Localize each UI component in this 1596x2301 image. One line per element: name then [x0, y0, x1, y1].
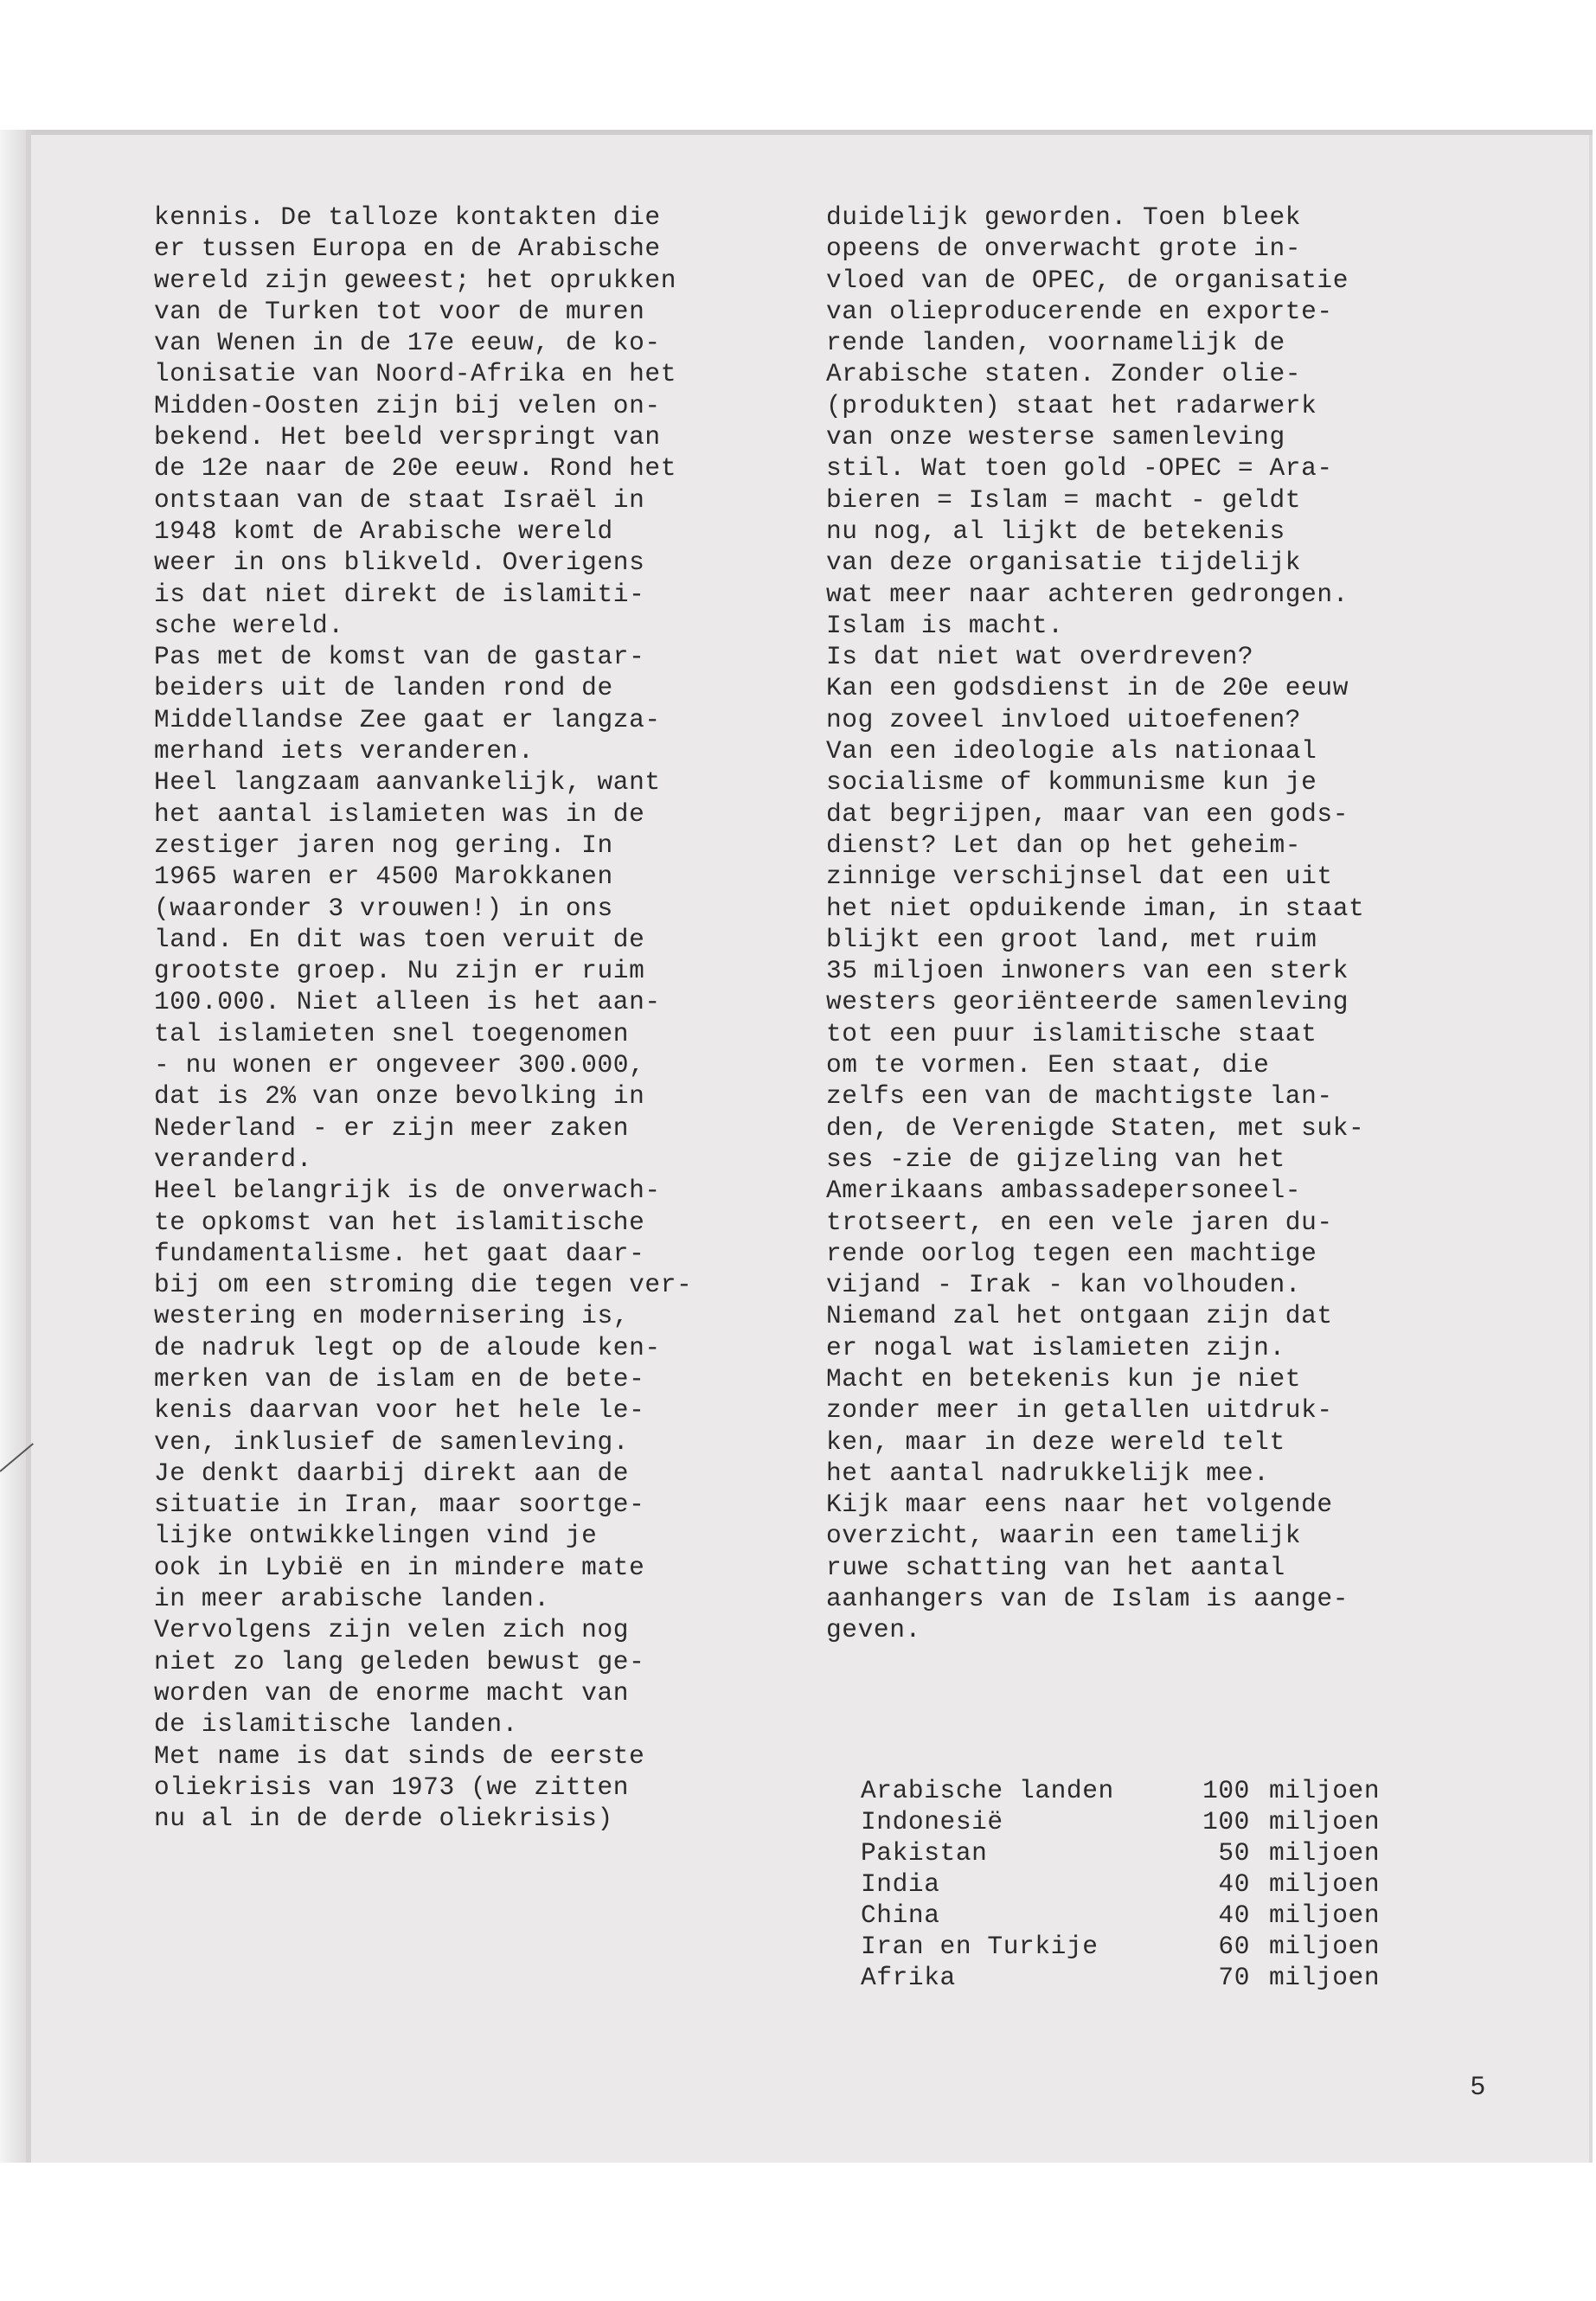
- text-line: westers georiënteerde samenleving: [826, 987, 1349, 1017]
- region-cell: Afrika: [861, 1963, 956, 1992]
- text-line: zinnige verschijnsel dat een uit: [826, 862, 1333, 892]
- text-line: van de Turken tot voor de muren: [154, 296, 645, 326]
- count-cell: 60: [1218, 1932, 1250, 1961]
- text-line: ontstaan van de staat Israël in: [154, 484, 645, 515]
- text-line: kennis. De talloze kontakten die: [154, 202, 661, 232]
- unit-cell: miljoen: [1269, 1838, 1381, 1868]
- text-line: dienst? Let dan op het geheim-: [826, 830, 1302, 860]
- text-line: Arabische staten. Zonder olie-: [826, 359, 1302, 389]
- text-line: (produkten) staat het radarwerk: [826, 390, 1317, 420]
- unit-cell: miljoen: [1269, 1807, 1381, 1836]
- unit-cell: miljoen: [1269, 1932, 1381, 1961]
- text-line: 1948 komt de Arabische wereld: [154, 516, 613, 546]
- text-line: socialisme of kommunisme kun je: [826, 767, 1317, 798]
- text-line: duidelijk geworden. Toen bleek: [826, 202, 1302, 232]
- region-cell: India: [861, 1869, 940, 1899]
- text-line: den, de Verenigde Staten, met suk-: [826, 1112, 1365, 1143]
- text-line: Je denkt daarbij direkt aan de: [154, 1458, 630, 1488]
- text-line: ses -zie de gijzeling van het: [826, 1144, 1285, 1174]
- text-line: 35 miljoen inwoners van een sterk: [826, 956, 1349, 986]
- text-line: rende oorlog tegen een machtige: [826, 1238, 1317, 1268]
- left-text-column: [154, 202, 692, 1834]
- text-line: opeens de onverwacht grote in-: [826, 234, 1302, 264]
- text-line: om te vormen. Een staat, die: [826, 1050, 1270, 1080]
- islam-adherents-table: [861, 1775, 1380, 1993]
- text-line: het niet opduikende iman, in staat: [826, 893, 1365, 923]
- count-cell: 100: [1202, 1776, 1250, 1805]
- text-line: beiders uit de landen rond de: [154, 673, 613, 703]
- text-line: nu al in de derde oliekrisis): [154, 1804, 613, 1834]
- text-line: Nederland - er zijn meer zaken: [154, 1112, 630, 1143]
- text-line: te opkomst van het islamitische: [154, 1207, 645, 1237]
- text-line: fundamentalisme. het gaat daar-: [154, 1238, 645, 1268]
- text-line: Van een ideologie als nationaal: [826, 736, 1317, 766]
- text-line: lijke ontwikkelingen vind je: [154, 1521, 598, 1551]
- text-line: van onze westerse samenleving: [826, 422, 1285, 452]
- text-line: tot een puur islamitische staat: [826, 1018, 1317, 1048]
- count-cell: 100: [1202, 1807, 1250, 1836]
- text-line: nu nog, al lijkt de betekenis: [826, 516, 1285, 546]
- right-text-column: [826, 202, 1364, 1646]
- count-cell: 40: [1218, 1869, 1250, 1899]
- unit-cell: miljoen: [1269, 1963, 1381, 1992]
- table-row: [861, 1806, 1380, 1837]
- region-cell: Iran en Turkije: [861, 1932, 1099, 1961]
- count-cell: 70: [1218, 1963, 1250, 1992]
- text-line: trotseert, en een vele jaren du-: [826, 1207, 1333, 1237]
- text-line: Midden-Oosten zijn bij velen on-: [154, 390, 661, 420]
- text-line: (waaronder 3 vrouwen!) in ons: [154, 893, 613, 923]
- text-line: Macht en betekenis kun je niet: [826, 1363, 1302, 1394]
- text-line: wat meer naar achteren gedrongen.: [826, 579, 1349, 609]
- text-line: situatie in Iran, maar soortge-: [154, 1490, 645, 1520]
- text-line: Heel langzaam aanvankelijk, want: [154, 767, 661, 798]
- text-line: van olieproducerende en exporte-: [826, 296, 1333, 326]
- text-line: Islam is macht.: [826, 610, 1064, 640]
- region-cell: China: [861, 1900, 940, 1930]
- count-cell: 50: [1218, 1838, 1250, 1868]
- text-line: bieren = Islam = macht - geldt: [826, 484, 1302, 515]
- text-line: rende landen, voornamelijk de: [826, 328, 1285, 358]
- text-line: zonder meer in getallen uitdruk-: [826, 1395, 1333, 1426]
- region-cell: Indonesië: [861, 1807, 1003, 1836]
- text-line: blijkt een groot land, met ruim: [826, 924, 1317, 954]
- table-row: [861, 1775, 1380, 1806]
- text-line: van Wenen in de 17e eeuw, de ko-: [154, 328, 661, 358]
- unit-cell: miljoen: [1269, 1776, 1381, 1805]
- text-line: vijand - Irak - kan volhouden.: [826, 1270, 1302, 1300]
- text-line: 1965 waren er 4500 Marokkanen: [154, 862, 613, 892]
- text-line: Is dat niet wat overdreven?: [826, 642, 1254, 672]
- region-cell: Arabische landen: [861, 1776, 1114, 1805]
- text-line: Niemand zal het ontgaan zijn dat: [826, 1301, 1333, 1331]
- text-line: Pas met de komst van de gastar-: [154, 642, 645, 672]
- text-line: Amerikaans ambassadepersoneel-: [826, 1176, 1302, 1206]
- text-line: dat is 2% van onze bevolking in: [154, 1081, 645, 1112]
- text-line: van deze organisatie tijdelijk: [826, 548, 1302, 578]
- text-line: weer in ons blikveld. Overigens: [154, 548, 645, 578]
- text-line: Heel belangrijk is de onverwach-: [154, 1176, 661, 1206]
- text-line: westering en modernisering is,: [154, 1301, 630, 1331]
- text-line: merhand iets veranderen.: [154, 736, 535, 766]
- text-line: merken van de islam en de bete-: [154, 1363, 645, 1394]
- text-line: dat begrijpen, maar van een gods-: [826, 798, 1349, 829]
- text-line: Vervolgens zijn velen zich nog: [154, 1615, 630, 1645]
- text-line: vloed van de OPEC, de organisatie: [826, 265, 1349, 295]
- text-line: de 12e naar de 20e eeuw. Rond het: [154, 453, 676, 484]
- text-line: worden van de enorme macht van: [154, 1677, 630, 1708]
- text-line: ven, inklusief de samenleving.: [154, 1426, 630, 1457]
- table-row: [861, 1837, 1380, 1868]
- count-cell: 40: [1218, 1900, 1250, 1930]
- text-line: ken, maar in deze wereld telt: [826, 1426, 1285, 1457]
- text-line: Kan een godsdienst in de 20e eeuw: [826, 673, 1349, 703]
- text-line: kenis daarvan voor het hele le-: [154, 1395, 645, 1426]
- binding-edge: [0, 130, 26, 2163]
- text-line: veranderd.: [154, 1144, 313, 1174]
- text-line: land. En dit was toen veruit de: [154, 924, 645, 954]
- text-line: tal islamieten snel toegenomen: [154, 1018, 630, 1048]
- page-number: 5: [1471, 2072, 1485, 2100]
- text-line: de islamitische landen.: [154, 1709, 518, 1740]
- text-line: bij om een stroming die tegen ver-: [154, 1270, 693, 1300]
- text-line: in meer arabische landen.: [154, 1584, 550, 1614]
- text-line: niet zo lang geleden bewust ge-: [154, 1646, 645, 1676]
- text-line: het aantal nadrukkelijk mee.: [826, 1458, 1270, 1488]
- text-line: geven.: [826, 1615, 921, 1645]
- table-row: [861, 1900, 1380, 1931]
- text-line: zelfs een van de machtigste lan-: [826, 1081, 1333, 1112]
- region-cell: Pakistan: [861, 1838, 988, 1868]
- text-line: overzicht, waarin een tamelijk: [826, 1521, 1302, 1551]
- text-line: Middellandse Zee gaat er langza-: [154, 704, 661, 734]
- text-line: er nogal wat islamieten zijn.: [826, 1332, 1285, 1362]
- table-row: [861, 1931, 1380, 1962]
- text-line: sche wereld.: [154, 610, 344, 640]
- unit-cell: miljoen: [1269, 1869, 1381, 1899]
- text-line: ruwe schatting van het aantal: [826, 1552, 1285, 1582]
- text-line: grootste groep. Nu zijn er ruim: [154, 956, 645, 986]
- text-line: ook in Lybië en in mindere mate: [154, 1552, 645, 1582]
- text-line: lonisatie van Noord-Afrika en het: [154, 359, 676, 389]
- text-line: stil. Wat toen gold -OPEC = Ara-: [826, 453, 1333, 484]
- unit-cell: miljoen: [1269, 1900, 1381, 1930]
- text-line: Kijk maar eens naar het volgende: [826, 1490, 1333, 1520]
- text-line: er tussen Europa en de Arabische: [154, 234, 661, 264]
- text-line: nog zoveel invloed uitoefenen?: [826, 704, 1302, 734]
- text-line: aanhangers van de Islam is aange-: [826, 1584, 1349, 1614]
- text-line: oliekrisis van 1973 (we zitten: [154, 1772, 630, 1802]
- text-line: de nadruk legt op de aloude ken-: [154, 1332, 661, 1362]
- text-line: is dat niet direkt de islamiti-: [154, 579, 645, 609]
- table-row: [861, 1868, 1380, 1900]
- text-line: 100.000. Niet alleen is het aan-: [154, 987, 661, 1017]
- text-line: - nu wonen er ongeveer 300.000,: [154, 1050, 645, 1080]
- text-line: wereld zijn geweest; het oprukken: [154, 265, 676, 295]
- table-row: [861, 1962, 1380, 1993]
- text-line: bekend. Het beeld verspringt van: [154, 422, 661, 452]
- text-line: Met name is dat sinds de eerste: [154, 1740, 645, 1771]
- text-line: het aantal islamieten was in de: [154, 798, 645, 829]
- text-line: zestiger jaren nog gering. In: [154, 830, 613, 860]
